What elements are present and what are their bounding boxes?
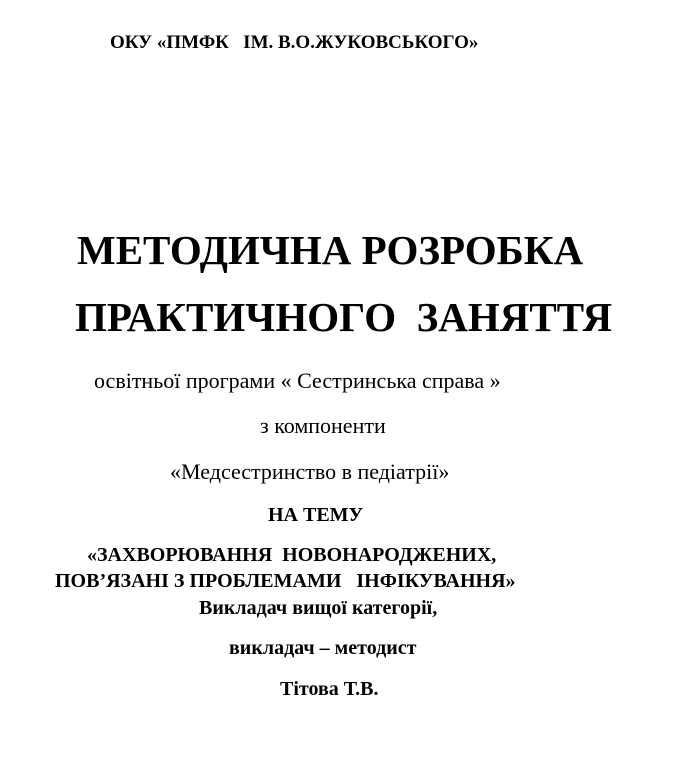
component-label: з компоненти bbox=[260, 413, 386, 438]
author-role: викладач – методист bbox=[229, 637, 417, 659]
document-title-line-1: МЕТОДИЧНА РОЗРОБКА bbox=[77, 227, 584, 273]
topic-title-line-1: «ЗАХВОРЮВАННЯ НОВОНАРОДЖЕНИХ, bbox=[87, 544, 497, 566]
document-title-line-2: ПРАКТИЧНОГО ЗАНЯТТЯ bbox=[75, 294, 613, 340]
topic-label: НА ТЕМУ bbox=[268, 504, 364, 526]
topic-title-line-2: ПОВ’ЯЗАНІ З ПРОБЛЕМАМИ ІНФІКУВАННЯ» bbox=[55, 570, 516, 592]
author-title: Викладач вищої категорії, bbox=[199, 597, 438, 619]
author-name: Тітова Т.В. bbox=[280, 678, 379, 700]
program-text: освітньої програми « Сестринська справа » bbox=[94, 368, 501, 393]
institution-name: ОКУ «ПМФК ІМ. В.О.ЖУКОВСЬКОГО» bbox=[110, 32, 479, 53]
component-name: «Медсестринство в педіатрії» bbox=[170, 459, 450, 484]
